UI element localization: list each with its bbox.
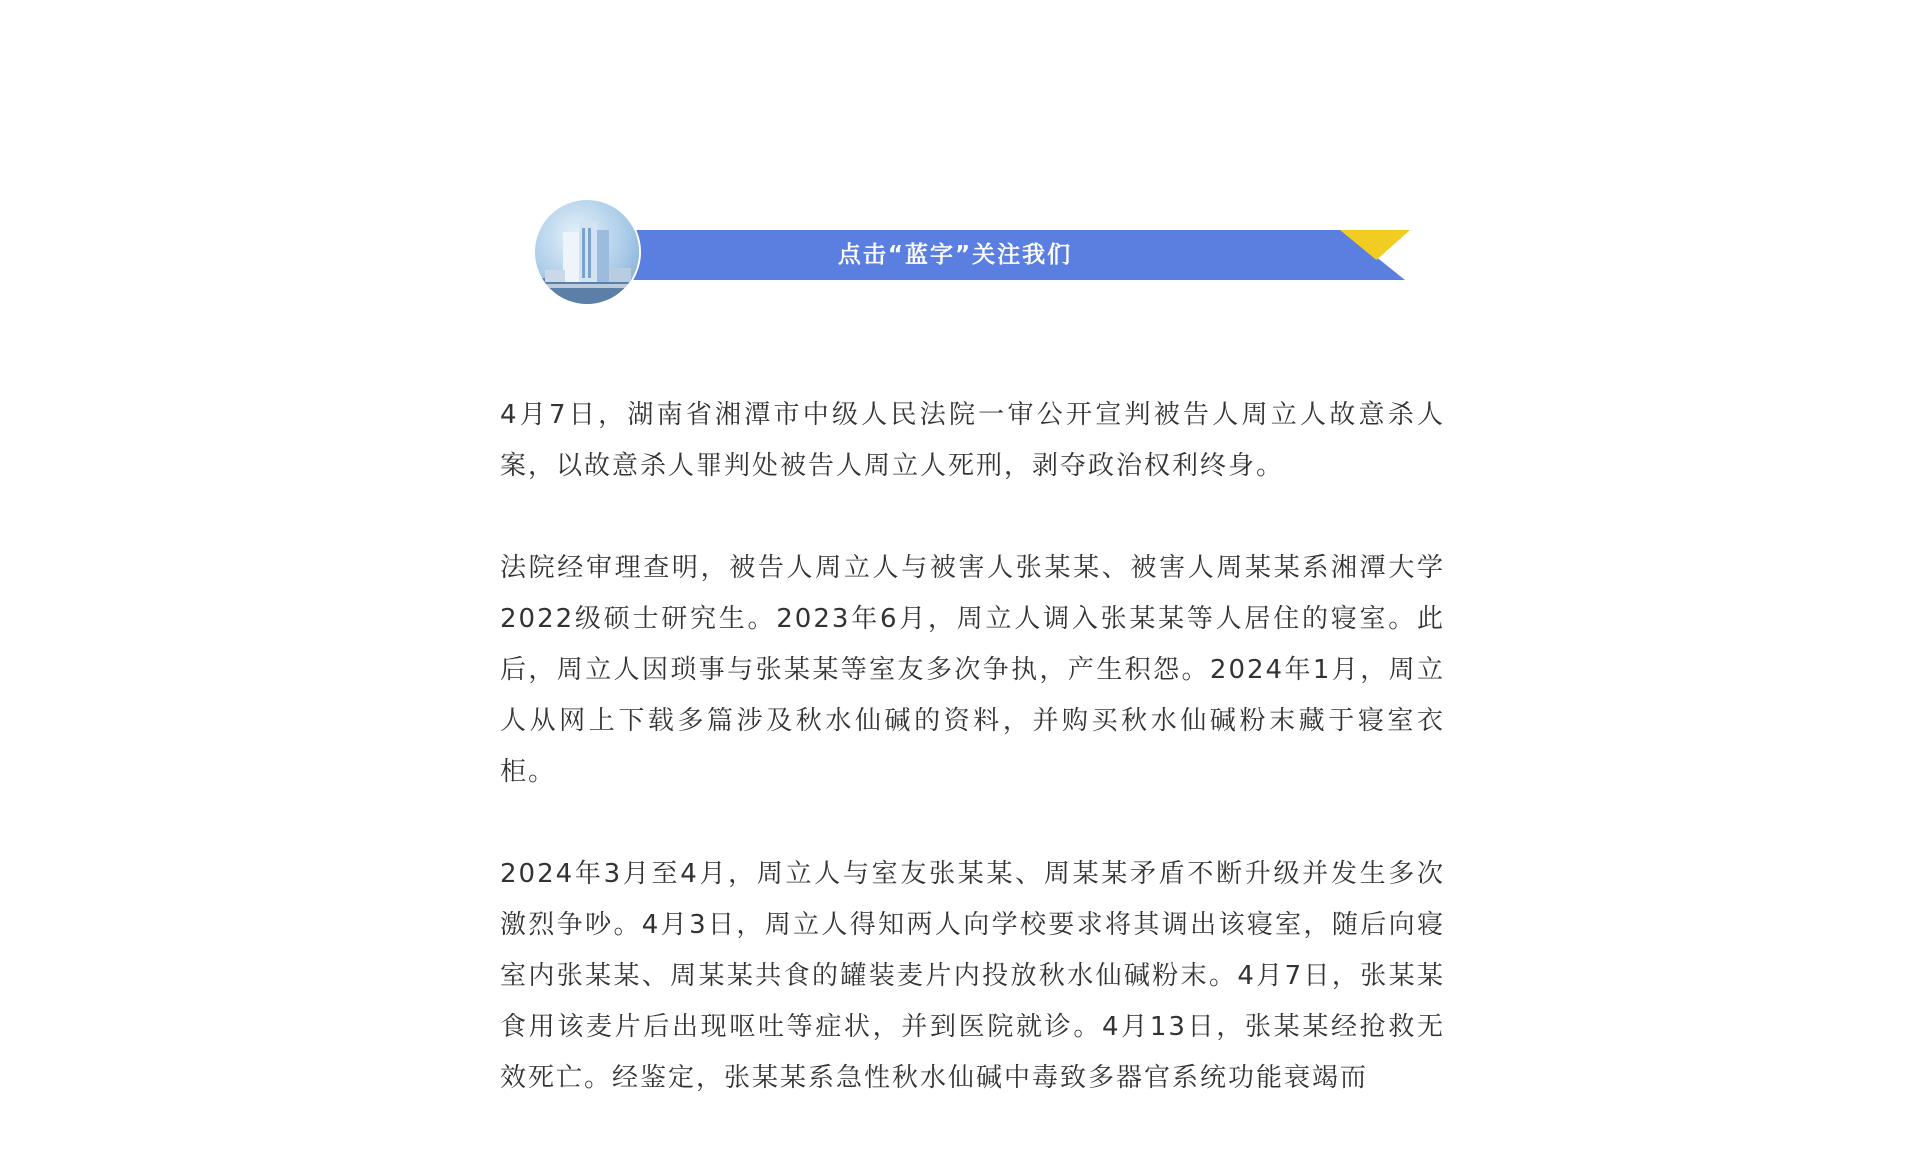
article-content — [500, 390, 1445, 1155]
banner-text[interactable]: 点击“蓝字”关注我们 — [837, 242, 1073, 268]
paragraph-1: 4月7日，湖南省湘潭市中级人民法院一审公开宣判被告人周立人故意杀人案，以故意杀人罪判处被告人周立人死刑，剥夺政治权利终身。 — [500, 400, 1445, 481]
follow-banner[interactable] — [535, 200, 1410, 310]
building-logo-icon — [535, 200, 639, 304]
paragraph-2: 法院经审理查明，被告人周立人与被害人张某某、被害人周某某系湘潭大学2022级硕士研究生。2023年6月，周立人调入张某某等人居住的寝室。此后，周立人因琐事与张某某等室友多次争执，产生积怨。2024年1月，周立人从网上下载多篇涉及秋水仙碱的资料，并购买秋水仙碱粉末藏于寝室衣柜。 — [500, 553, 1445, 787]
paragraph-3: 2024年3月至4月，周立人与室友张某某、周某某矛盾不断升级并发生多次激烈争吵。4月3日，周立人得知两人向学校要求将其调出该寝室，随后向寝室内张某某、周某某共食的罐装麦片内投放秋水仙碱粉末。4月7日，张某某食用该麦片后出现呕吐等症状，并到医院就诊。4月13日，张某某经抢救无效死亡。经鉴定，张某某系急性秋水仙碱中毒致多器官系统功能衰竭而 — [500, 859, 1445, 1093]
